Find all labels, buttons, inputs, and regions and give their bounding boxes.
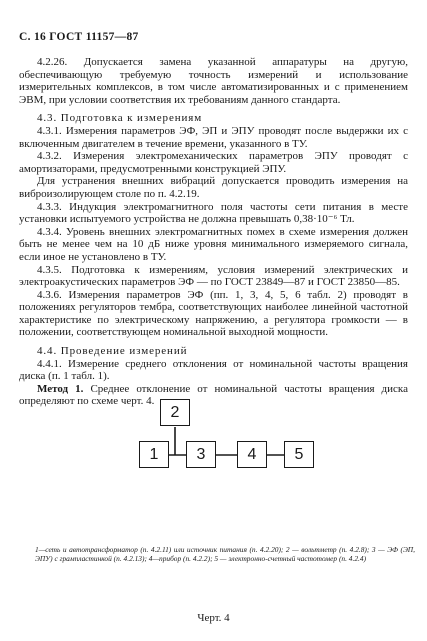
paragraph: Для устранения внешних вибраций допускается проводить измерения на виброизолирующем столе по п. 4.2.19. xyxy=(19,175,408,200)
diagram-box-3: 3 xyxy=(186,441,216,468)
section-heading: 4.4. Проведение измерений xyxy=(37,345,188,358)
figure-label: Черт. 4 xyxy=(197,612,230,624)
paragraph: 4.4.1. Измерение среднего отклонения от номинальной частоты вращения диска (п. 1 табл. 1). xyxy=(19,357,408,383)
paragraph: 4.3.3. Индукция электромагнитного поля частоты сети питания в месте установки испытуемого устройства не должна превышать 0,38·10⁻⁶ Тл. xyxy=(19,200,408,226)
page-header: С. 16 ГОСТ 11157—87 xyxy=(19,31,139,43)
method-label: Метод 1. xyxy=(37,382,84,395)
figure-caption: 1—сеть и автотрансформатор (п. 4.2.11) или источник питания (п. 4.2.20); 2 — вольтметр (п. 4.2.8); 3 — ЭФ (ЭП, ЭПУ) с грампластинкой (п. 4.2.13); 4—прибор (п. 4.2.2); 5 — электронно-счетный частотомер (п. 4.2.4) xyxy=(35,545,415,564)
method-text: Среднее отклонение от номинальной частоты вращения диска определяют по схеме черт. 4. xyxy=(19,382,408,408)
diagram-box-5: 5 xyxy=(284,441,314,468)
section-heading: 4.3. Подготовка к измерениям xyxy=(37,112,203,125)
paragraph: 4.3.2. Измерения электромеханических параметров ЭПУ проводят с амортизаторами, предусмотренными конструкцией ЭПУ. xyxy=(19,150,408,175)
diagram-box-4: 4 xyxy=(237,441,267,468)
diagram-box-2: 2 xyxy=(160,399,190,426)
paragraph: 4.3.1. Измерения параметров ЭФ, ЭП и ЭПУ проводят после выдержки их с включенным двигателем в течение времени, указанного в ТУ. xyxy=(19,124,408,150)
paragraph: 4.2.26. Допускается замена указанной аппаратуры на другую, обеспечивающую требуемую точность измерений и использование измерительных комплексов, в том числе автоматизированных и с применением ЭВМ, при условии соответствия их требованиям данного стандарта. xyxy=(19,56,408,106)
diagram-box-1: 1 xyxy=(139,441,169,468)
paragraph: 4.3.6. Измерения параметров ЭФ (пп. 1, 3, 4, 5, 6 табл. 2) проводят в положениях регуляторов тембра, соответствующих наиболее линейной частотной характеристике по электрическому напряжению, а регулятора громкости — в положении, соответствующем номинальной выходной мощности. xyxy=(19,288,408,339)
paragraph: 4.3.4. Уровень внешних электромагнитных помех в схеме измерения должен быть не менее чем на 10 дБ ниже уровня минимального измеряемого сигнала, если иное не установлено в ТУ. xyxy=(19,225,408,263)
paragraph: 4.3.5. Подготовка к измерениям, условия измерений электрических и электроакустических параметров ЭФ — по ГОСТ 23849—87 и ГОСТ 23850—85. xyxy=(19,263,408,289)
